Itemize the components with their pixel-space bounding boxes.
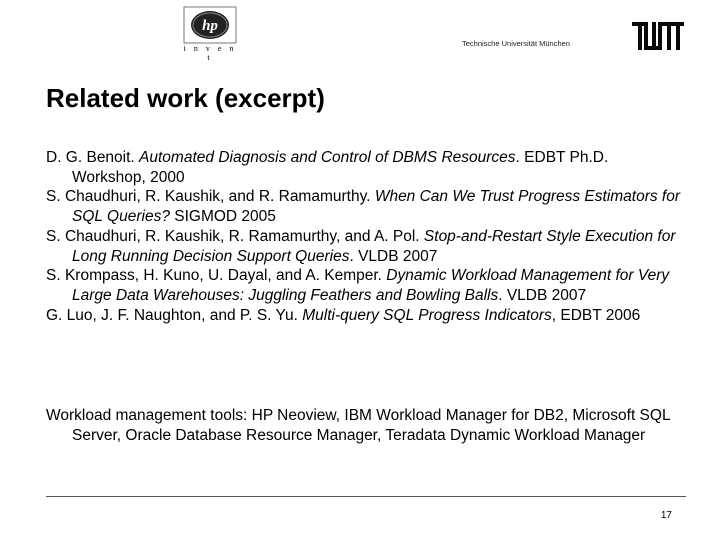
reference-item bbox=[46, 148, 686, 187]
reference-venue: . VLDB 2007 bbox=[498, 286, 587, 304]
reference-title: Stop-and-Restart Style Execution for Long Running Decision Support Queries bbox=[72, 227, 676, 265]
tum-logo-icon bbox=[632, 22, 684, 50]
reference-authors: G. Luo, J. F. Naughton, and P. S. Yu. bbox=[46, 306, 303, 324]
institution-name: Technische Universität München bbox=[462, 39, 570, 48]
slide-title: Related work (excerpt) bbox=[46, 83, 325, 113]
reference-venue: SIGMOD 2005 bbox=[169, 208, 276, 226]
hp-logo bbox=[183, 6, 237, 62]
workload-tools-text: Workload management tools: HP Neoview, IBM Workload Manager for DB2, Microsoft SQL Server, Oracle Database Resource Manager, Teradata Dynamic Workload Manager bbox=[46, 407, 670, 444]
hp-logo-icon bbox=[183, 6, 237, 44]
reference-venue: . EDBT Ph.D. Workshop, 2000 bbox=[72, 149, 609, 186]
reference-authors: D. G. Benoit. bbox=[46, 149, 140, 166]
reference-item bbox=[46, 227, 686, 266]
reference-title: Multi-query SQL Progress Indicators bbox=[302, 306, 552, 324]
reference-title: Automated Diagnosis and Control of DBMS Resources bbox=[139, 149, 516, 166]
footer-divider bbox=[46, 496, 686, 497]
reference-item bbox=[46, 306, 686, 326]
reference-title: When Can We Trust Progress Estimators for SQL Queries? bbox=[72, 188, 681, 226]
reference-item bbox=[46, 187, 686, 226]
reference-title: Dynamic Workload Management for Very Large Data Warehouses: Juggling Feathers and Bowling Balls bbox=[72, 267, 670, 304]
reference-authors: S. Krompass, H. Kuno, U. Dayal, and A. Kemper. bbox=[46, 267, 387, 285]
reference-venue: . VLDB 2007 bbox=[349, 247, 438, 265]
hp-logo-mark: hp bbox=[202, 18, 218, 34]
hp-tagline: i n v e n t bbox=[183, 44, 237, 62]
page-number: 17 bbox=[660, 510, 672, 521]
reference-venue: , EDBT 2006 bbox=[551, 306, 641, 324]
reference-authors: S. Chaudhuri, R. Kaushik, and R. Ramamurthy. bbox=[46, 188, 375, 206]
reference-item bbox=[46, 266, 686, 305]
reference-authors: S. Chaudhuri, R. Kaushik, R. Ramamurthy, and A. Pol. bbox=[46, 227, 424, 245]
reference-list bbox=[46, 148, 686, 325]
